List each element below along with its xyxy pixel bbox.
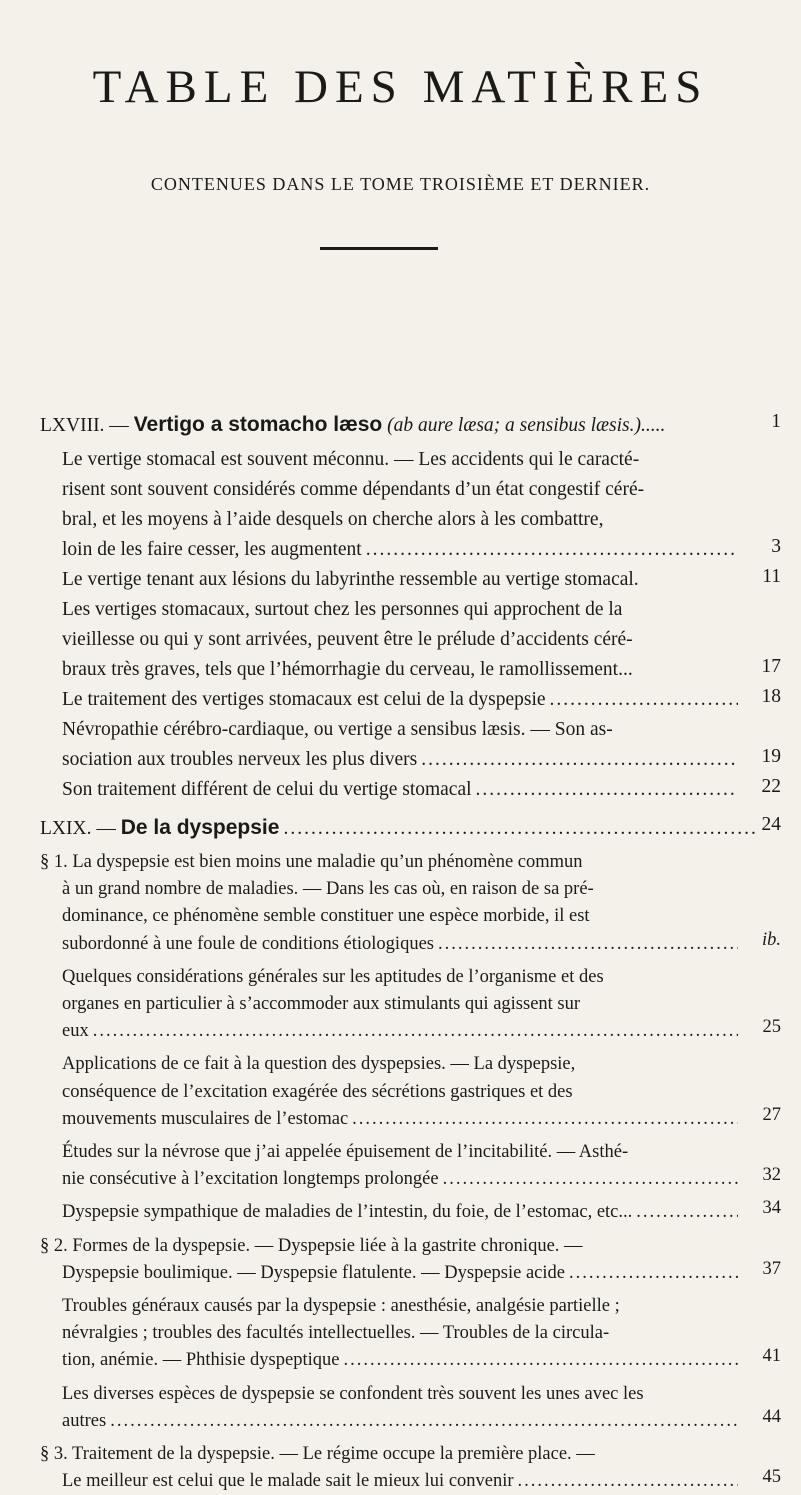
chapter-number: LXVIII. — — [40, 415, 129, 436]
entry-line: Applications de ce fait à la question des dyspepsies. — La dyspepsie, — [62, 1054, 576, 1075]
entry-line: Névropathie cérébro-cardiaque, ou vertige a sensibus læsis. — Son as- — [62, 719, 613, 740]
entry-line: à un grand nombre de maladies. — Dans les cas où, en raison de sa pré- — [62, 879, 594, 900]
chapter-page-number: 24 — [761, 814, 781, 835]
entry-line: § 1. La dyspepsie est bien moins une maladie qu’un phénomène commun — [40, 852, 583, 872]
entry-page-number: 11 — [762, 566, 781, 587]
entry-last-line: Le meilleur est celui que le malade sait le mieux lui convenir ..... — [62, 1467, 742, 1495]
chapter-heading — [40, 411, 760, 440]
chapter-title: Vertigo a stomacho læso — [133, 413, 383, 436]
entry-last-line: loin de les faire cesser, les augmentent ..... — [62, 536, 742, 564]
entry-page-number: 19 — [761, 746, 781, 767]
entry-line: Les diverses espèces de dyspepsie se confondent très souvent les unes avec les — [62, 1383, 644, 1404]
entry-last-line: nie consécutive à l’excitation longtemps prolongée ..... — [62, 1165, 742, 1193]
entry-page-number: 37 — [762, 1258, 781, 1279]
title-rule — [320, 247, 438, 250]
entry-page-number: ib. — [761, 929, 781, 950]
entry-page-number: 17 — [761, 656, 781, 677]
entry-page-number: 27 — [762, 1104, 781, 1125]
entry-last-line: Dyspepsie sympathique de maladies de l’intestin, du foie, de l’estomac, etc... ..... — [62, 1198, 742, 1226]
entry-last-line: Le traitement des vertiges stomacaux est celui de la dyspepsie ..... — [62, 686, 742, 714]
chapter-title-suffix: (ab aure læsa; a sensibus læsis.)..... — [387, 415, 666, 436]
entry-line: risent sont souvent considérés comme dépendants d’un état congestif céré- — [62, 479, 645, 500]
entry-last-line: Le vertige tenant aux lésions du labyrinthe ressemble au vertige stomacal. — [62, 569, 639, 590]
entry-page-number: 22 — [761, 776, 781, 797]
entry-page-number: 18 — [761, 686, 781, 707]
chapter-title: De la dyspepsie — [120, 816, 280, 839]
entry-page-number: 25 — [762, 1017, 781, 1038]
entry-line: Études sur la névrose que j’ai appelée épuisement de l’incitabilité. — Asthé- — [62, 1142, 629, 1162]
chapter-page-number: 1 — [771, 411, 781, 432]
entry-last-line: mouvements musculaires de l’estomac ..... — [62, 1105, 742, 1133]
entry-line: Quelques considérations générales sur les aptitudes de l’organisme et des — [62, 966, 604, 987]
entry-line: conséquence de l’excitation exagérée des sécrétions gastriques et des — [62, 1081, 573, 1102]
entry-page-number: 3 — [771, 536, 781, 557]
entry-line: Le vertige stomacal est souvent méconnu. — Les accidents qui le caracté- — [62, 449, 640, 470]
entry-last-line: subordonné à une foule de conditions étiologiques ..... — [62, 930, 742, 958]
entry-page-number: 41 — [762, 1346, 781, 1367]
entry-line: névralgies ; troubles des facultés intellectuelles. — Troubles de la circula- — [62, 1323, 610, 1344]
page-subtitle: CONTENUES DANS LE TOME TROISIÈME ET DERNIER. — [150, 174, 651, 194]
entry-line: Les vertiges stomacaux, surtout chez les personnes qui approchent de la — [62, 599, 623, 620]
entry-last-line: autres ..... — [62, 1407, 742, 1435]
entry-line: vieillesse ou qui y sont arrivées, peuvent être le prélude d’accidents céré- — [62, 629, 633, 650]
entry-last-line: Dyspepsie boulimique. — Dyspepsie flatulente. — Dyspepsie acide ..... — [62, 1259, 742, 1287]
page-title: TABLE DES MATIÈRES — [92, 61, 709, 113]
entry-last-line: tion, anémie. — Phthisie dyspeptique ..... — [62, 1346, 742, 1374]
entry-line: § 3. Traitement de la dyspepsie. — Le régime occupe la première place. — — [40, 1444, 595, 1464]
chapter-number: LXIX. — — [40, 818, 116, 839]
entry-line: bral, et les moyens à l’aide desquels on cherche alors à les combattre, — [62, 509, 604, 530]
entry-page-number: 34 — [762, 1198, 781, 1219]
entry-last-line: braux très graves, tels que l’hémorrhagie du cerveau, le ramollissement... — [62, 659, 633, 680]
entry-page-number: 44 — [762, 1406, 781, 1427]
entry-page-number: 32 — [762, 1165, 781, 1186]
entry-line: Troubles généraux causés par la dyspepsie : anesthésie, analgésie partielle ; — [62, 1296, 620, 1316]
entry-line: dominance, ce phénomène semble constituer une espèce morbide, il est — [62, 906, 590, 927]
entry-page-number: 45 — [762, 1467, 781, 1488]
entry-line: § 2. Formes de la dyspepsie. — Dyspepsie liée à la gastrite chronique. — — [40, 1235, 583, 1256]
chapter-heading — [40, 814, 760, 843]
entry-last-line: sociation aux troubles nerveux les plus divers ..... — [62, 746, 742, 774]
entry-last-line: Son traitement différent de celui du vertige stomacal ..... — [62, 776, 742, 804]
entry-last-line: eux ..... — [62, 1017, 742, 1045]
entry-line: organes en particulier à s’accommoder aux stimulants qui agissent sur — [62, 994, 581, 1014]
